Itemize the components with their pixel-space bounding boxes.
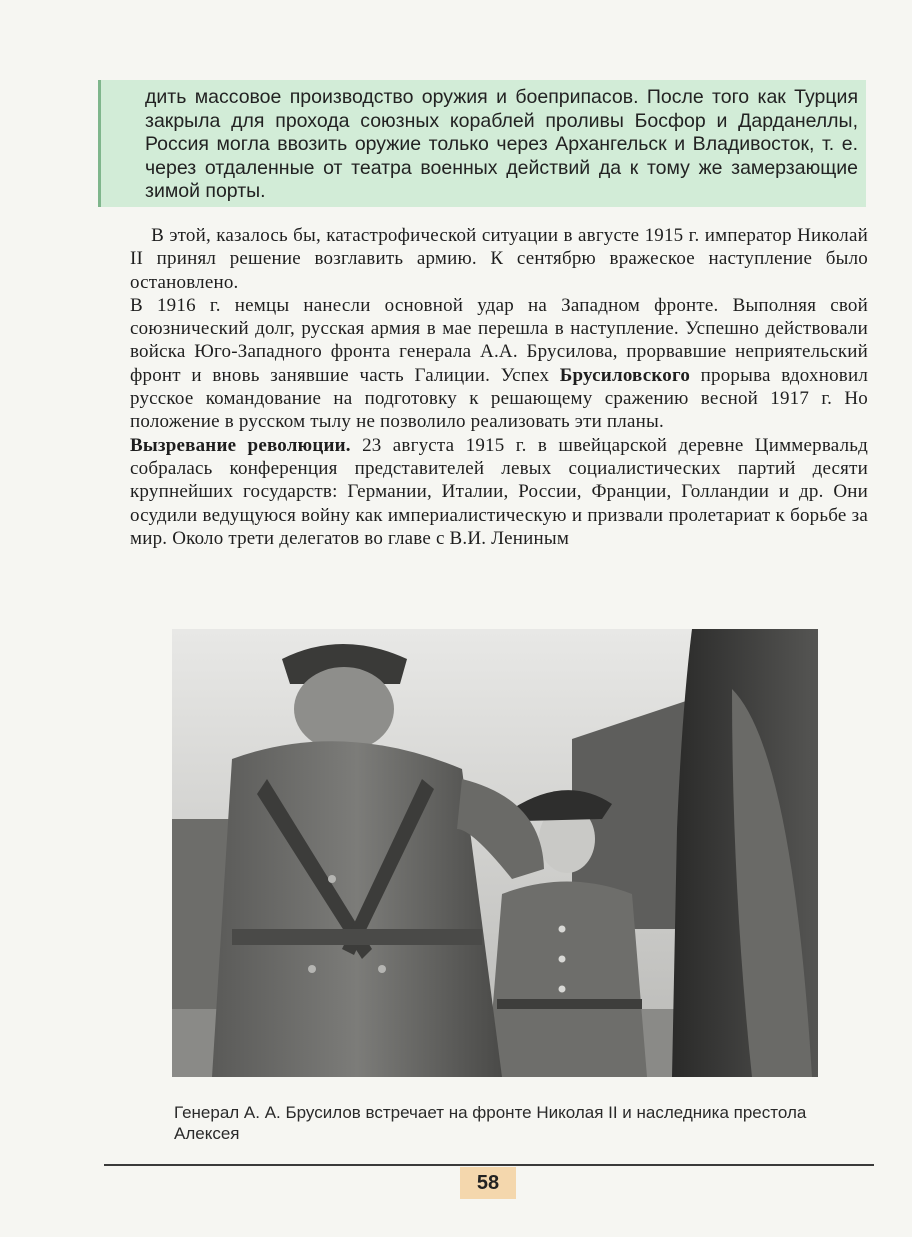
page-number: 58: [460, 1167, 516, 1199]
paragraph-1: [130, 224, 868, 294]
green-sidebar-box: [98, 80, 866, 207]
section-heading-revolution: Вызревание революции.: [130, 434, 351, 456]
sidebar-text: дить массовое производство оружия и боеприпасов. После того как Турция закрыла для прохода союзных кораблей проливы Босфор и Дарданеллы, Россия могла ввозить оружие только через Архангельск и Владивосток, т. е. через отдаленные от театра военных действий да к тому же замерзающие зимой порты.: [145, 86, 858, 202]
paragraph-2-text-end: прорыва вдохновил русское командование на подготовку к решающему сражению весной 1917 г. Но положение в русском тылу не позволило реализовать эти планы.: [130, 364, 869, 433]
photo-illustration: [172, 629, 818, 1077]
paragraph-2-bold-term: Брусиловского: [559, 364, 691, 386]
main-text-block: [130, 224, 868, 550]
paragraph-1-text: В этой, казалось бы, катастрофической ситуации в августе 1915 г. император Николай II принял решение возглавить армию. К сентябрю вражеское наступление было остановлено.: [130, 225, 868, 293]
paragraph-2: [130, 294, 868, 434]
historical-photo: [172, 629, 818, 1077]
photo-caption: Генерал А. А. Брусилов встречает на фронте Николая II и наследника престола Алексея: [174, 1103, 807, 1143]
footer-divider: [104, 1164, 874, 1166]
paragraph-3-text: 23 августа 1915 г. в швейцарской деревне Циммервальд собралась конференция представителей левых социалистических партий десяти крупнейших государств: Германии, Италии, России, Франции, Голландии и др. Они осудили ведущуюся войну как империалистическую и призвали пролетариат к борьбе за мир. Около трети делегатов во главе с В.И. Лениным: [130, 434, 868, 549]
paragraph-2-text-start: В 1916 г. немцы нанесли основной удар на Западном фронте. Выполняя свой союзнический долг, русская армия в мае перешла в наступление. Успешно действовали войска Юго-Западного фронта генерала А.А. Брусилова, прорвавшие неприятельский фронт и вновь занявшие часть Галиции. Успех: [130, 294, 868, 386]
paragraph-3: [130, 434, 868, 550]
